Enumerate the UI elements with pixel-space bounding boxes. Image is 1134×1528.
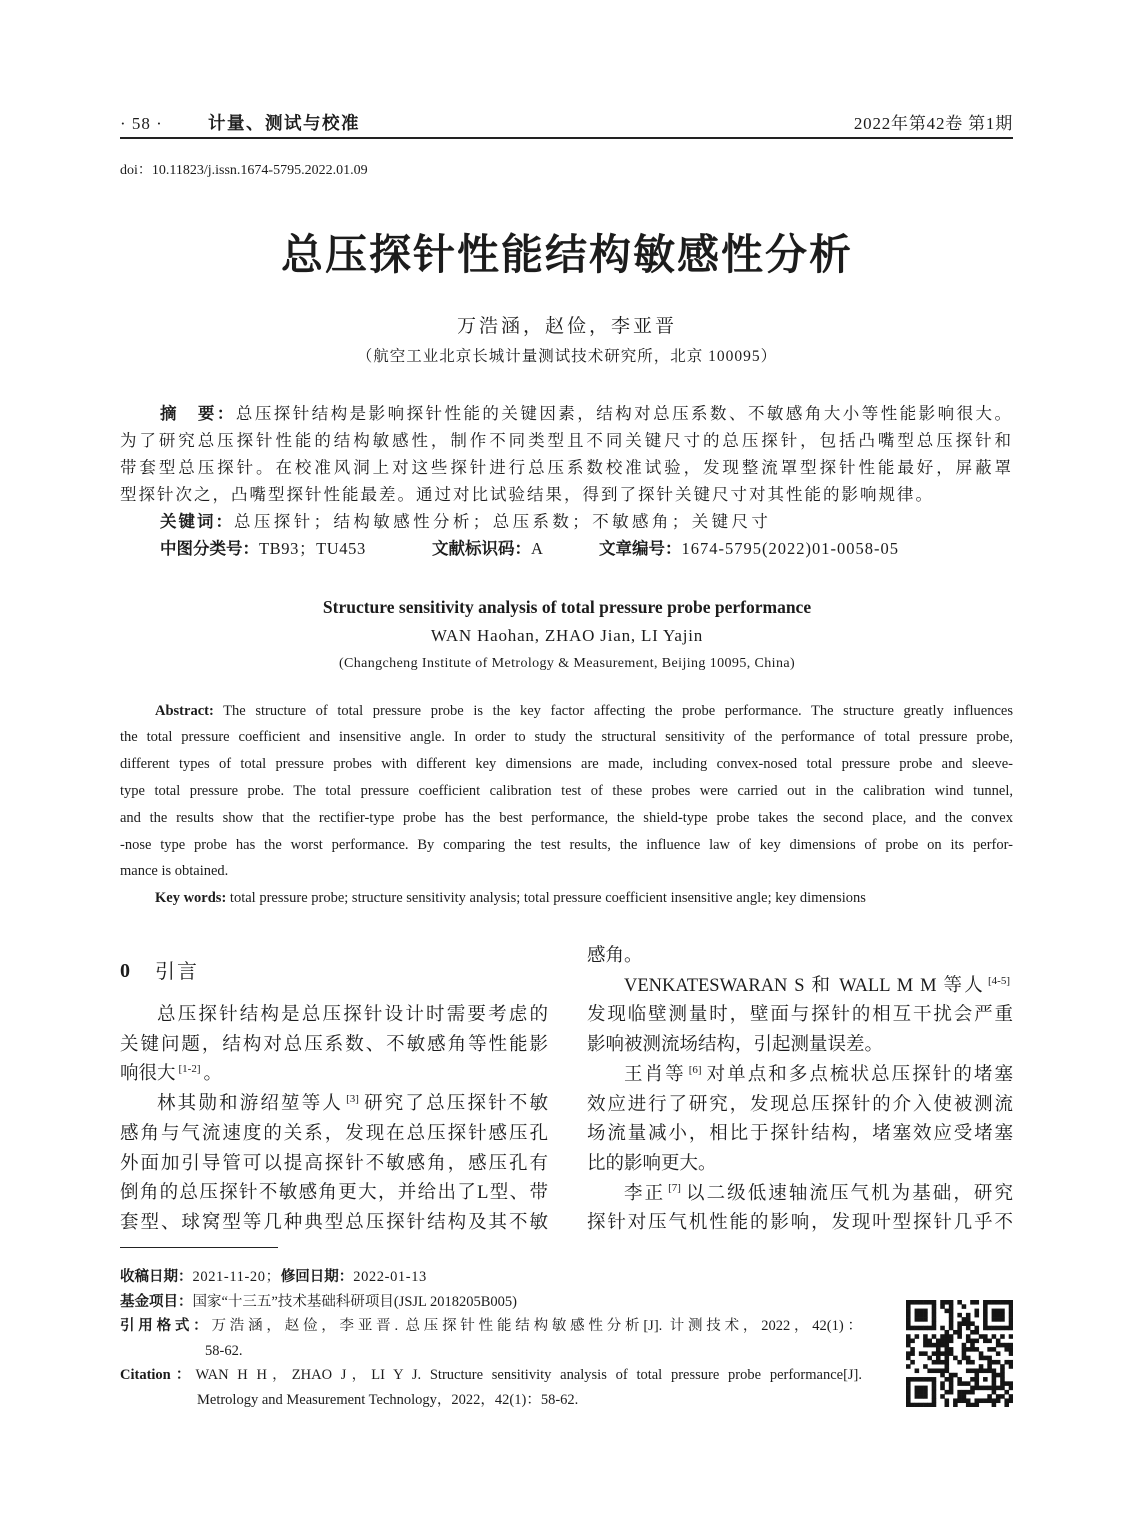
abstract-en-line: the total pressure coefficient and insensitive angle. In order to study the structural sensitivity of the performance of total pressure probe, xyxy=(120,729,1013,746)
abstract-en-line: -nose type probe has the worst performance. By comparing the test results, the influence law of key dimensions of probe on its perfor- xyxy=(120,836,1013,853)
abstract-en xyxy=(120,698,1013,912)
document-code-label: 文献标识码： xyxy=(432,539,531,558)
clc-value: TB93；TU453 xyxy=(259,539,366,558)
article-number-value: 1674-5795(2022)01-0058-05 xyxy=(681,539,899,558)
body-line xyxy=(120,1090,548,1120)
clc-number xyxy=(160,535,366,562)
citation-ref: [1-2] xyxy=(178,1063,201,1076)
citation-ref: [7] xyxy=(668,1182,681,1195)
body-line: 比的影响更大。 xyxy=(587,1153,717,1174)
body-line: 发现临壁测量时，壁面与探针的相互干扰会严重 xyxy=(587,1005,1013,1026)
body-text: 研究了总压探针不敏 xyxy=(361,1094,548,1115)
abstract-en-line: mance is obtained. xyxy=(120,863,229,880)
received-date: 2021-11-20； xyxy=(192,1269,281,1285)
body-line: 感角与气流速度的关系，发现在总压探针感压孔 xyxy=(120,1123,548,1144)
abstract-cn-line: 为了研究总压探针性能的结构敏感性，制作不同类型且不同关键尺寸的总压探针，包括凸嘴型总压探针和 xyxy=(120,431,1013,450)
affiliation-en: (Changcheng Institute of Metrology & Measurement, Beijing 10095, China) xyxy=(338,656,796,671)
keywords-cn-text: 总压探针；结构敏感性分析；总压系数；不敏感角；关键尺寸 xyxy=(234,512,772,531)
body-line: 感角。 xyxy=(587,946,643,966)
body-text: 李正 xyxy=(624,1183,666,1204)
abstract-cn-label: 摘 要： xyxy=(160,404,236,423)
page-number: · 58 · xyxy=(120,114,163,133)
keywords-cn xyxy=(160,508,771,535)
abstract-en-line xyxy=(120,698,1013,725)
received-dates xyxy=(120,1265,427,1289)
abstract-en-label: Abstract: xyxy=(155,702,214,719)
citation-cn-label: 引用格式： xyxy=(120,1318,212,1334)
title-en: Structure sensitivity analysis of total pressure probe performance xyxy=(322,597,812,617)
body-line: 影响被测流场结构，引起测量误差。 xyxy=(587,1035,884,1056)
body-column-right xyxy=(587,942,1013,1239)
body-text: 响很大 xyxy=(120,1064,176,1085)
fund-info xyxy=(120,1290,517,1314)
doi: doi：10.11823/j.issn.1674-5795.2022.01.09 xyxy=(120,163,368,178)
abstract-cn-line: 型探针次之，凸嘴型探针性能最差。通过对比试验结果，得到了探针关键尺寸对其性能的影响规律。 xyxy=(120,485,934,504)
keywords-en-label: Key words: xyxy=(155,890,227,907)
citation-en-label: Citation： xyxy=(120,1367,196,1383)
body-text: 以二级低速轴流压气机为基础，研究 xyxy=(683,1183,1013,1204)
body-text: 林其勋和游绍堃等人 xyxy=(157,1094,344,1115)
abstract-en-line: and the results show that the rectifier-type probe has the best performance, the shield-type probe takes the second place, and the convex xyxy=(120,809,1013,826)
citation-ref: [3] xyxy=(346,1092,359,1105)
body-line: 关键问题，结构对总压系数、不敏感角等性能影 xyxy=(120,1034,548,1055)
body-text: 对单点和多点梳状总压探针的堵塞 xyxy=(704,1064,1013,1085)
citation-en xyxy=(120,1363,862,1387)
body-line xyxy=(587,972,1013,1002)
body-text: VENKATESWARAN S 和 WALL M M 等人 xyxy=(624,975,985,996)
authors-en: WAN Haohan, ZHAO Jian, LI Yajin xyxy=(430,626,704,645)
revised-label: 修回日期： xyxy=(280,1269,354,1285)
fund-text: 国家“十三五”技术基础科研项目(JSJL 2018205B005) xyxy=(192,1294,517,1310)
body-line: 场流量减小，相比于探针结构，堵塞效应受堵塞 xyxy=(587,1124,1013,1145)
citation-ref: [4-5] xyxy=(988,974,1010,987)
footnote-rule xyxy=(120,1247,278,1248)
citation-en-text: WAN H H，ZHAO J，LI Y J. Structure sensitivity analysis of total pressure probe performance[J]. xyxy=(195,1367,863,1383)
body-line xyxy=(587,1061,1013,1091)
body-line: 外面加引导管可以提高探针不敏感角，感压孔有 xyxy=(120,1153,548,1174)
body-line xyxy=(120,1060,548,1090)
article-number-label: 文章编号： xyxy=(599,539,682,558)
abstract-en-line: type total pressure probe. The total pressure coefficient calibration test of these probes were carried out in the calibration wind tunnel, xyxy=(120,782,1013,799)
body-line: 探针对压气机性能的影响，发现叶型探针几乎不 xyxy=(587,1213,1013,1234)
body-line: 倒角的总压探针不敏感角更大，并给出了L型、带 xyxy=(120,1183,548,1204)
authors-cn: 万浩涵，赵俭，李亚晋 xyxy=(456,316,677,337)
page-title: 总压探针性能结构敏感性分析 xyxy=(280,230,853,279)
body-line xyxy=(587,1180,1013,1210)
issue-info: 2022年第42卷 第1期 xyxy=(853,114,1013,133)
revised-date: 2022-01-13 xyxy=(353,1269,427,1285)
keywords-en-text: total pressure probe; structure sensitivity analysis; total pressure coefficient insensitive angle; key dimensions xyxy=(226,890,866,907)
citation-cn xyxy=(120,1314,862,1338)
journal-section: 计量、测试与校准 xyxy=(208,114,360,134)
qr-code[interactable] xyxy=(906,1300,1013,1407)
citation-en-journal: Metrology and Measurement Technology，2022，42(1)：58-62. xyxy=(197,1392,579,1408)
body-text: 王肖等 xyxy=(624,1064,686,1085)
document-code-value: A xyxy=(531,539,543,558)
document-code xyxy=(432,535,543,562)
body-line: 效应进行了研究，发现总压探针的介入使被测流 xyxy=(587,1094,1013,1115)
abstract-cn-line xyxy=(120,400,1013,427)
body-line: 总压探针结构是总压探针设计时需要考虑的 xyxy=(157,1005,548,1025)
header-rule xyxy=(120,137,1013,139)
abstract-en-line: different types of total pressure probes with different key dimensions are made, including convex-nosed total pressure probe and sleeve- xyxy=(120,756,1013,773)
section-number: 0 xyxy=(120,960,130,982)
abstract-cn-text: 总压探针结构是影响探针性能的关键因素，结构对总压系数、不敏感角大小等性能影响很大。 xyxy=(235,404,1014,423)
citation-cn-text: 万浩涵，赵俭，李亚晋. 总压探针性能结构敏感性分析[J]. 计测技术，2022，42(1)： xyxy=(211,1318,862,1334)
section-title: 引言 xyxy=(155,959,199,983)
keywords-en xyxy=(120,885,1013,912)
keywords-cn-label: 关键词： xyxy=(160,512,234,531)
abstract-en-text: The structure of total pressure probe is the key factor affecting the probe performance. The structure greatly influences xyxy=(213,702,1013,719)
citation-ref: [6] xyxy=(688,1063,702,1076)
body-column-left xyxy=(120,1001,548,1239)
abstract-cn-line: 带套型总压探针。在校准风洞上对这些探针进行总压系数校准试验，发现整流罩型探针性能最好，屏蔽罩 xyxy=(120,458,1013,477)
body-text: 。 xyxy=(203,1064,223,1085)
fund-label: 基金项目： xyxy=(120,1294,193,1310)
received-label: 收稿日期： xyxy=(120,1269,193,1285)
body-line: 套型、球窝型等几种典型总压探针结构及其不敏 xyxy=(120,1212,548,1233)
abstract-cn xyxy=(120,400,1013,508)
article-number xyxy=(599,535,899,562)
affiliation-cn: （航空工业北京长城计量测试技术研究所，北京 100095） xyxy=(356,348,778,365)
clc-label: 中图分类号： xyxy=(160,539,259,558)
citation-cn-pages: 58-62. xyxy=(205,1343,243,1359)
